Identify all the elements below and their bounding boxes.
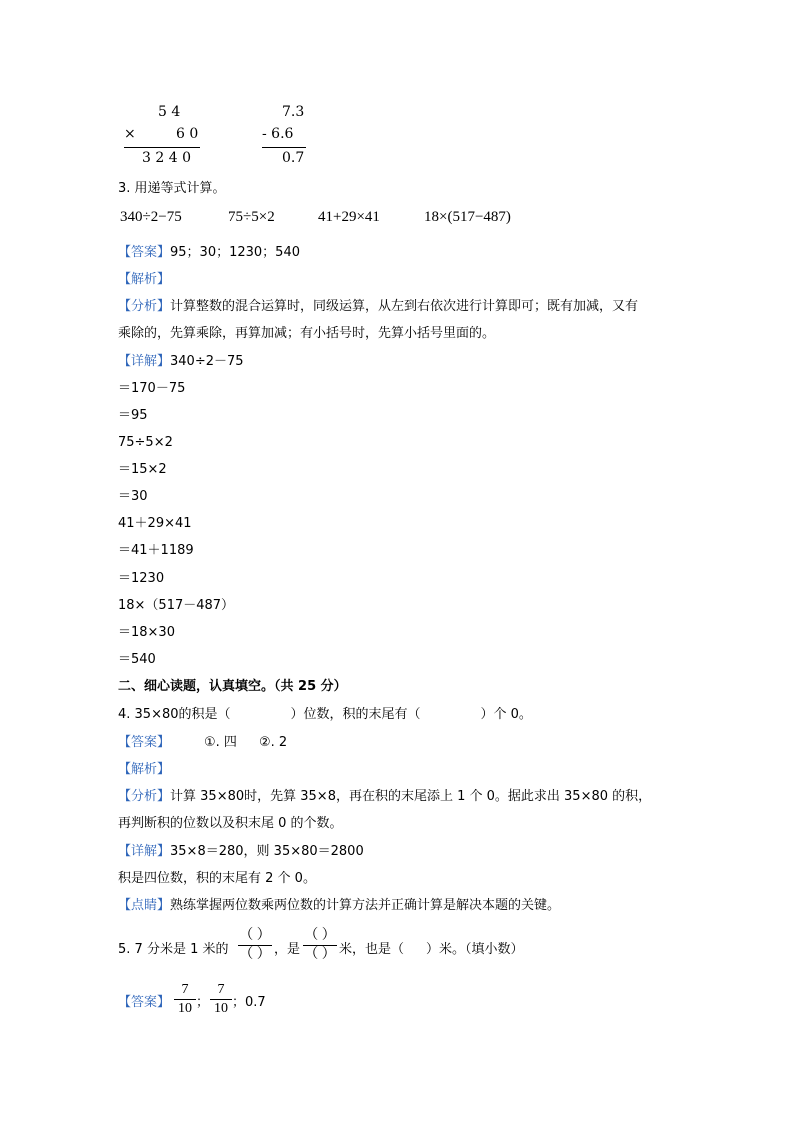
q3-expr-3: 41+29×41: [318, 209, 380, 225]
q5-blank-num-2: （ ）: [304, 928, 336, 943]
sub-result: 0.7: [282, 150, 305, 166]
q3-step-2: ＝95: [118, 408, 148, 423]
sub-row1: 7.3: [282, 104, 305, 120]
analysis-tag: 【分析】: [118, 789, 171, 804]
q3-step-10: ＝18×30: [118, 625, 175, 640]
q3-step-4: ＝15×2: [118, 462, 167, 477]
q5-answer-fraction-1: [174, 982, 196, 1017]
q3-expr-2: 75÷5×2: [228, 209, 275, 225]
q5-sep-2: ；: [232, 995, 246, 1010]
q4-detail-line2: 积是四位数，积的末尾有 2 个 0。: [118, 871, 316, 886]
q5-answer-tag: 【答案】: [118, 995, 171, 1010]
q3-step-5: ＝30: [118, 489, 148, 504]
q3-step-11: ＝540: [118, 652, 156, 667]
q5-answer-decimal: [232, 993, 266, 1013]
q4-tip-text: 熟练掌握两位数乘两位数的计算方法并正确计算是解决本题的关键。: [170, 898, 561, 913]
frac-numerator: 7: [181, 982, 189, 997]
q4-answer-2: ②. 2: [258, 735, 288, 750]
q3-title: 3. 用递等式计算。: [118, 181, 226, 196]
q5-text-3: [339, 940, 524, 960]
frac-denominator: 10: [178, 1001, 192, 1016]
mult-operator: ×: [124, 126, 136, 142]
mult-row2: 6 0: [176, 126, 199, 142]
answer-tag: 【答案】: [118, 735, 171, 750]
q3-answer-text: 95；30；1230；540: [170, 245, 300, 260]
section2-title: 二、细心读题，认真填空。（共 25 分）: [118, 679, 347, 694]
q4-question: [118, 705, 532, 725]
q5-sep-1: ；: [196, 995, 210, 1010]
detail-tag: 【详解】: [118, 354, 171, 369]
q3-expr-1: 340÷2−75: [120, 209, 182, 225]
answer-tag: 【答案】: [118, 245, 171, 260]
q4-detail-line1: [118, 842, 364, 862]
q5-blank-den-2: （ ）: [304, 947, 336, 962]
analysis-tag: 【分析】: [118, 299, 171, 314]
q4-text-1: 4. 35×80的积是（: [118, 707, 231, 722]
q5-blank-den-1: （ ）: [239, 947, 271, 962]
q3-step-8: ＝1230: [118, 571, 165, 586]
q5-decimal: 0.7: [245, 995, 266, 1010]
mult-row1: 5 4: [158, 104, 181, 120]
q3-step-9: 18×（517－487）: [118, 598, 235, 613]
q3-analysis-line2: 乘除的，先算乘除，再算加减；有小括号时，先算小括号里面的。: [118, 326, 496, 341]
mult-result: 3 2 4 0: [142, 150, 191, 166]
q5-text-3a: 米，也是（: [339, 942, 405, 957]
q4-answer-1: ①. 四: [204, 735, 237, 750]
q4-tip-line: [118, 896, 560, 916]
q3-analysis-text-1: 计算整数的混合运算时，同级运算，从左到右依次进行计算即可；既有加减，又有: [170, 299, 639, 314]
tip-tag: 【点睛】: [118, 898, 171, 913]
q3-analysis-line1: [118, 297, 638, 317]
mult-line: [124, 147, 200, 148]
q4-jiexi-tag: 【解析】: [118, 762, 171, 777]
q3-answer: [118, 243, 300, 263]
sub-row2: - 6.6: [262, 126, 294, 142]
frac-numerator: 7: [217, 982, 225, 997]
q5-fraction-blank-1[interactable]: [238, 928, 272, 963]
q4-detail-text-1: 35×8＝280，则 35×80＝2800: [170, 844, 364, 859]
q4-analysis-text-1: 计算 35×80时，先算 35×8，再在积的末尾添上 1 个 0。据此求出 35×80 的积，: [170, 789, 652, 804]
q5-fraction-blank-2[interactable]: [303, 928, 337, 963]
q3-detail-first: 340÷2－75: [170, 354, 244, 369]
q3-expr-4: 18×(517−487): [424, 209, 511, 225]
q5-text-4: ）米。（填小数）: [426, 942, 524, 957]
frac-denominator: 10: [214, 1001, 228, 1016]
q4-answer: [118, 733, 287, 753]
q3-detail-line: [118, 352, 244, 372]
q4-text-2: ）位数，积的末尾有（: [290, 707, 421, 722]
q5-text-1: 5. 7 分米是 1 米的: [118, 942, 229, 957]
q4-analysis-line1: [118, 787, 651, 807]
q3-step-6: 41＋29×41: [118, 516, 192, 531]
detail-tag: 【详解】: [118, 844, 171, 859]
q5-answer-fraction-2: [210, 982, 232, 1017]
sub-line: [262, 147, 306, 148]
q4-analysis-line2: 再判断积的位数以及积末尾 0 的个数。: [118, 816, 343, 831]
q4-text-3: ）个 0。: [480, 707, 532, 722]
q3-step-3: 75÷5×2: [118, 435, 173, 450]
q3-step-7: ＝41＋1189: [118, 543, 194, 558]
q3-step-1: ＝170－75: [118, 381, 186, 396]
q3-jiexi-tag: 【解析】: [118, 272, 171, 287]
q5-blank-num-1: （ ）: [239, 928, 271, 943]
q5-text-2: ，是: [274, 942, 301, 957]
